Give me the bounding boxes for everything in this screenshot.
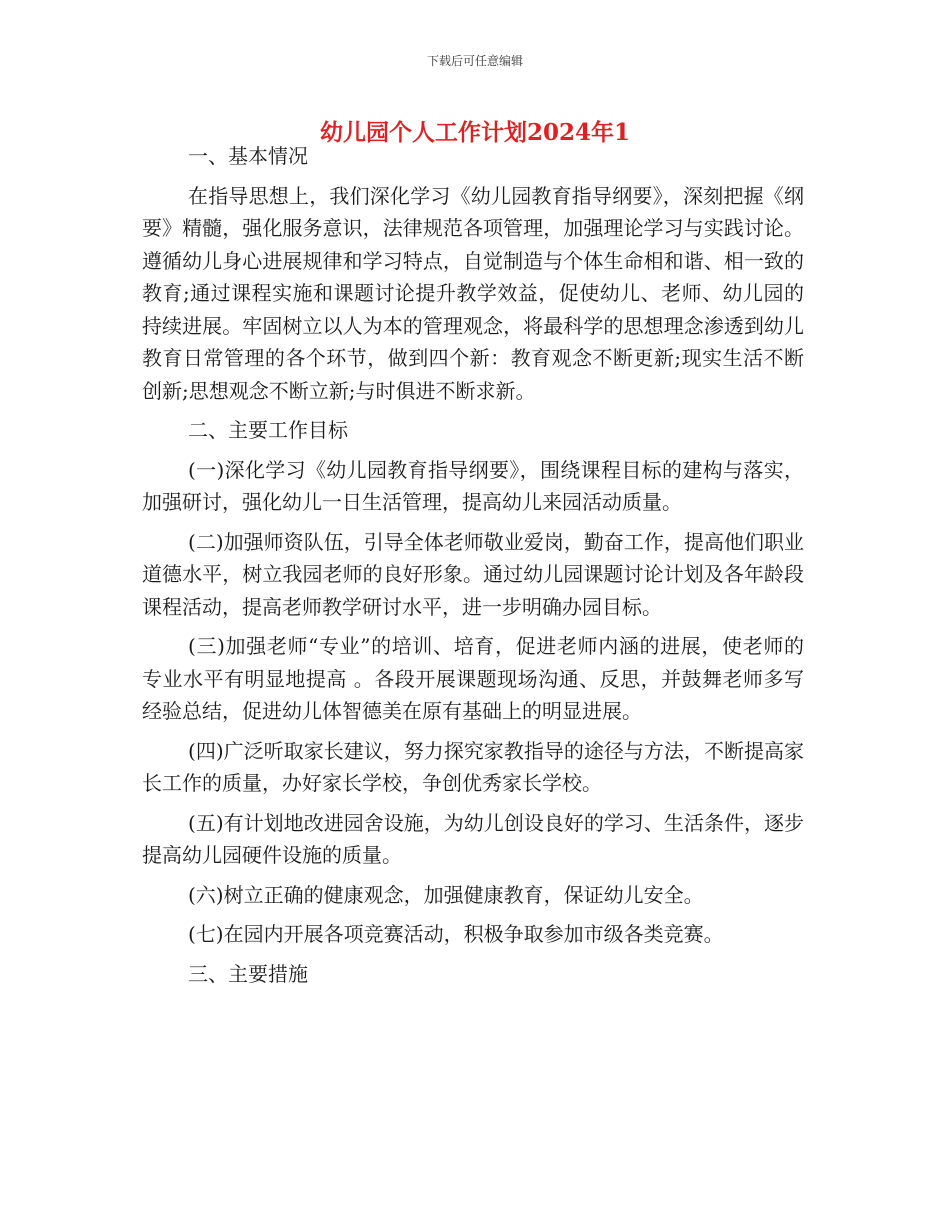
paragraph-goal-6: (六)树立正确的健康观念，加强健康教育，保证幼儿安全。 bbox=[188, 882, 704, 907]
section-heading-measures: 三、主要措施 bbox=[188, 961, 308, 986]
document-body bbox=[142, 140, 804, 997]
paragraph-goal-5: (五)有计划地改进园舍设施，为幼儿创设良好的学习、生活条件，逐步提高幼儿园硬件设施的质量。 bbox=[142, 810, 804, 867]
paragraph-goal-1: (一)深化学习《幼儿园教育指导纲要》，围绕课程目标的建构与落实，加强研讨，强化幼儿一日生活管理，提高幼儿来园活动质量。 bbox=[142, 457, 804, 514]
section-heading-goals: 二、主要工作目标 bbox=[188, 418, 348, 442]
document-title: 幼儿园个人工作计划2024年1 bbox=[319, 119, 631, 146]
paragraph-goal-3: (三)加强老师“专业”的培训、培育，促进老师内涵的进展，使老师的专业水平有明显地提高 。各段开展课题现场沟通、反思，并鼓舞老师多写经验总结，促进幼儿体智德美在原有基础上的明显进展。 bbox=[142, 634, 804, 723]
paragraph-goal-7: (七)在园内开展各项竞赛活动，积极争取参加市级各类竞赛。 bbox=[188, 922, 724, 946]
paragraph-guiding-thought: 在指导思想上，我们深化学习《幼儿园教育指导纲要》，深刻把握《纲要》精髓，强化服务意识，法律规范各项管理，加强理论学习与实践讨论。遵循幼儿身心进展规律和学习特点，自觉制造与个体生命相和谐、相一致的教育;通过课程实施和课题讨论提升教学效益，促使幼儿、老师、幼儿园的持续进展。牢固树立以人为本的管理观念，将最科学的思想理念渗透到幼儿教育日常管理的各个环节，做到四个新：教育观念不断更新;现实生活不断创新;思想观念不断立新;与时俱进不断求新。 bbox=[142, 183, 804, 403]
section-heading-basic: 一、基本情况 bbox=[188, 144, 308, 168]
header-note: 下载后可任意编辑 bbox=[426, 54, 523, 68]
paragraph-goal-4: (四)广泛听取家长建议，努力探究家教指导的途径与方法，不断提高家长工作的质量，办好家长学校，争创优秀家长学校。 bbox=[142, 738, 804, 795]
paragraph-goal-2: (二)加强师资队伍，引导全体老师敬业爱岗，勤奋工作，提高他们职业道德水平，树立我园老师的良好形象。通过幼儿园课题讨论计划及各年龄段课程活动，提高老师教学研讨水平，进一步明确办园目标。 bbox=[142, 529, 804, 619]
